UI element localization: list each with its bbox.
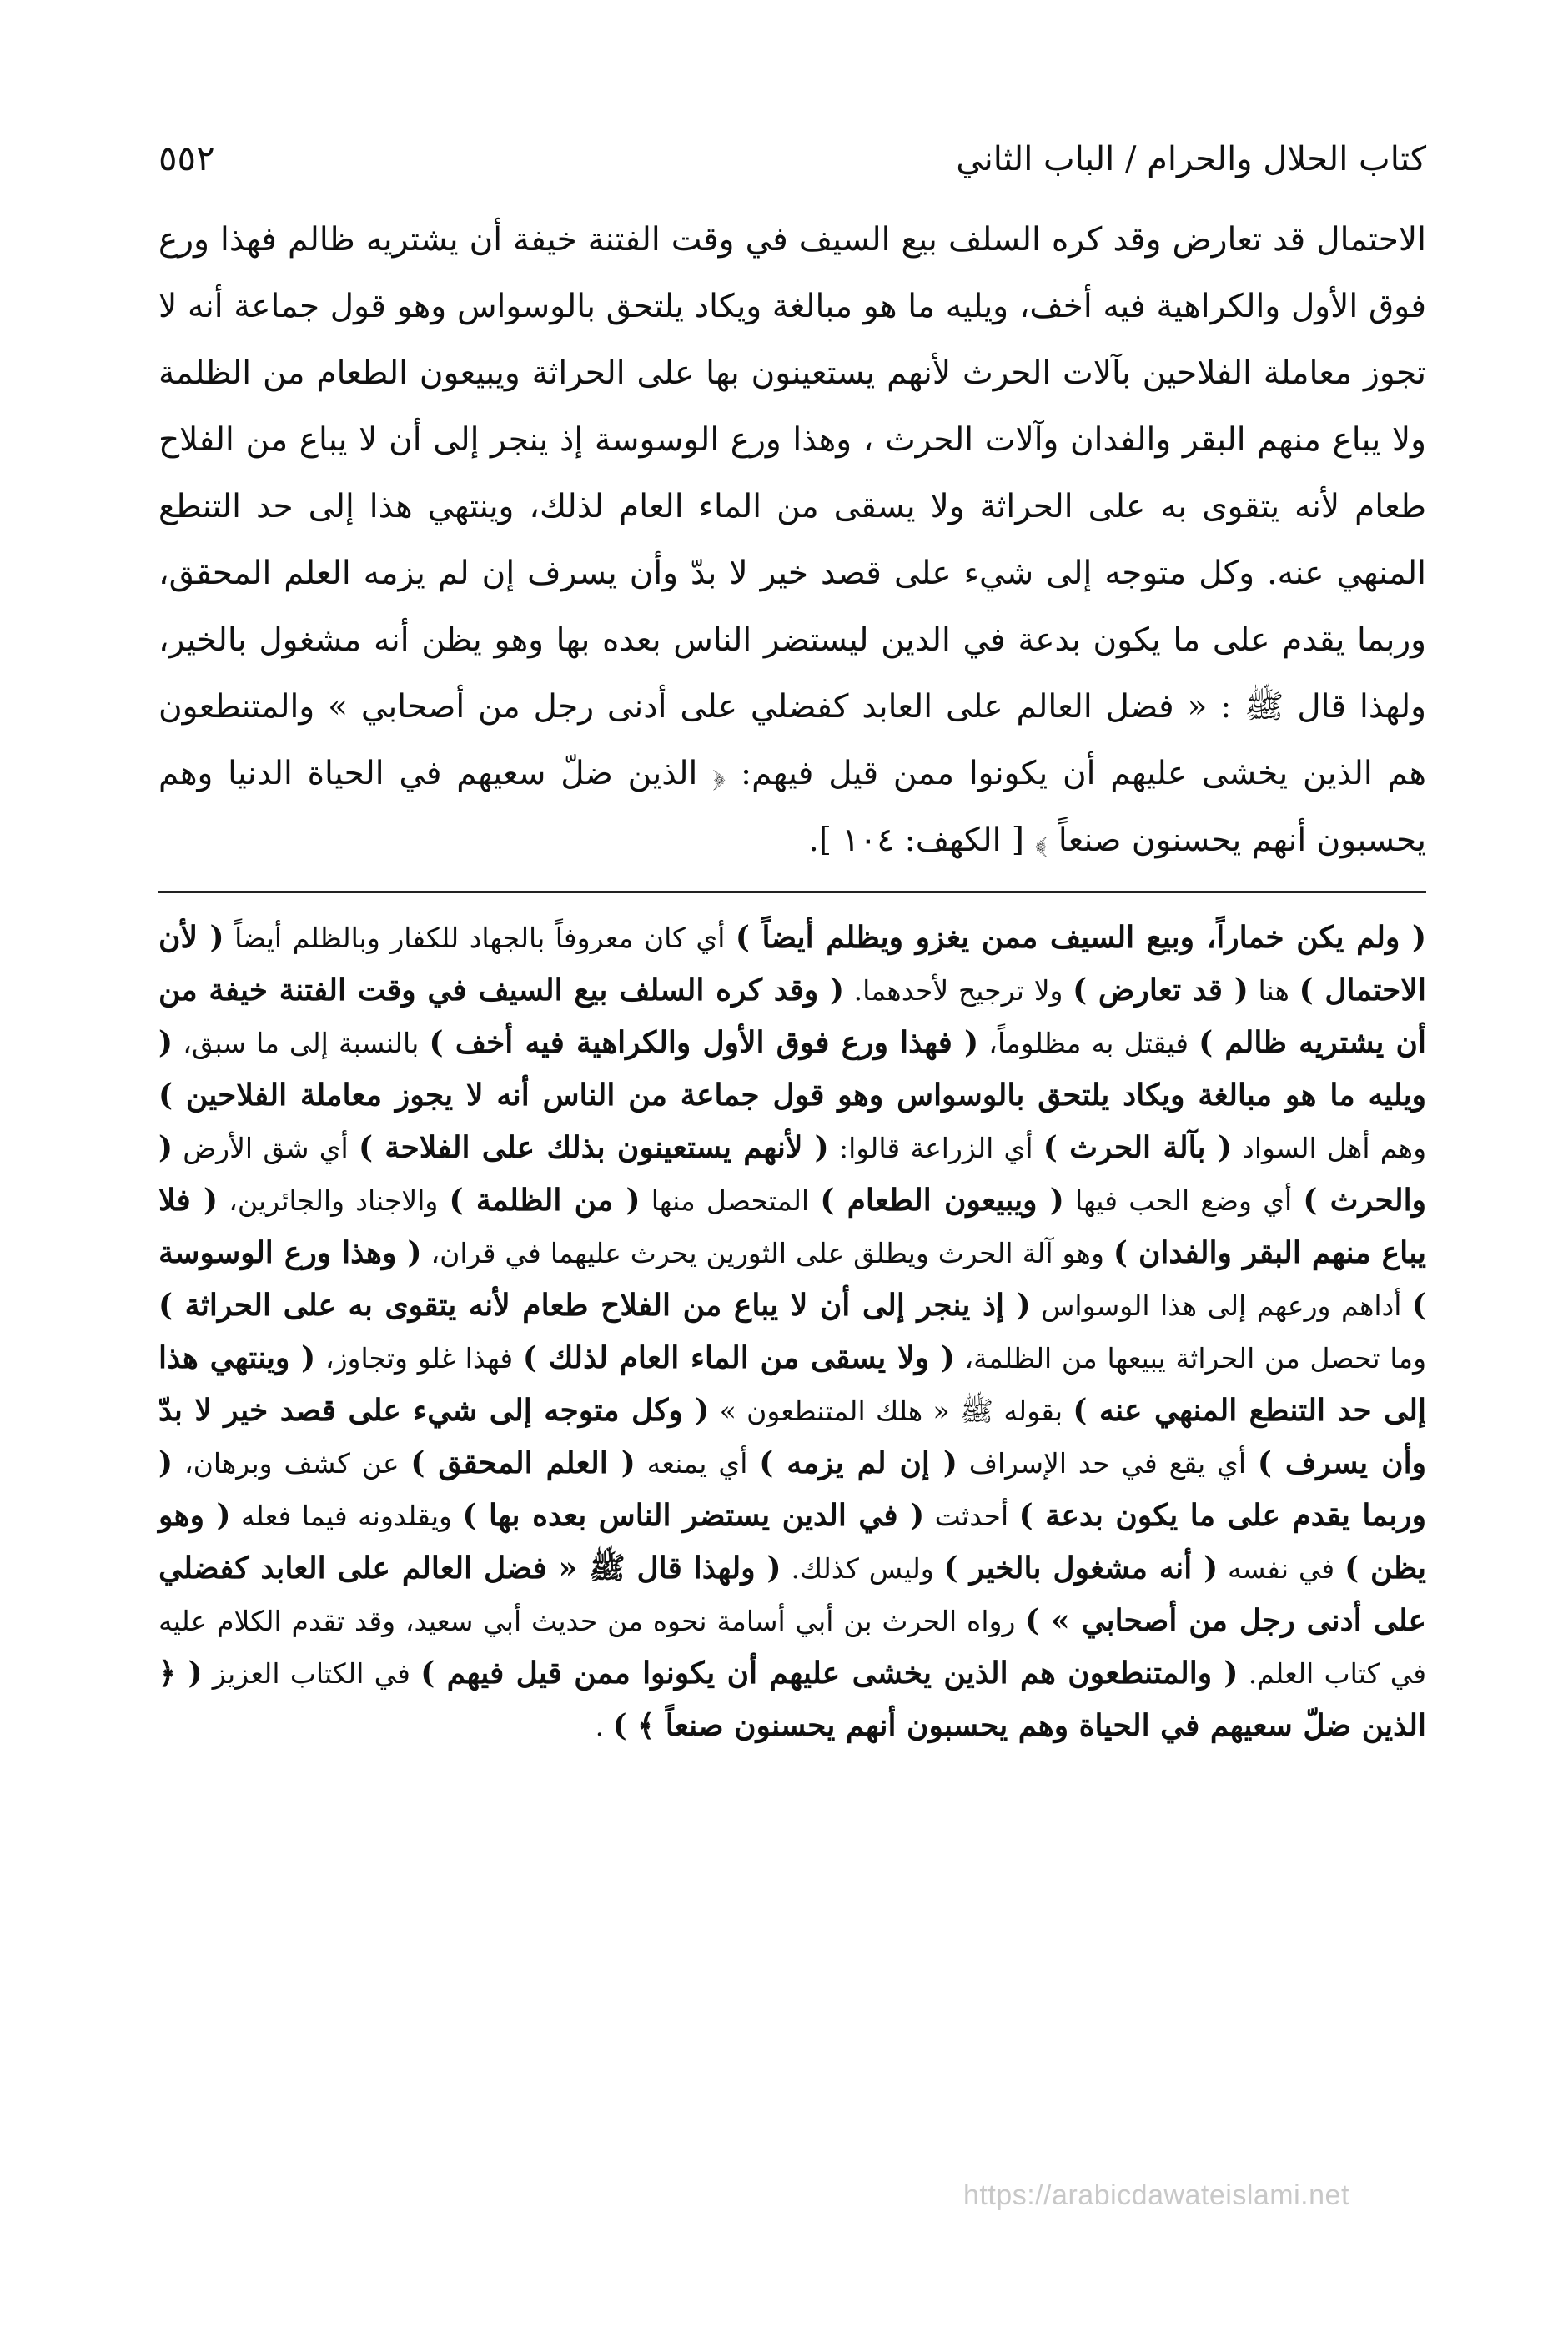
explanation-segment: فيقتل به مظلوماً،	[978, 1027, 1199, 1059]
quoted-segment: ( ويبيعون الطعام )	[820, 1183, 1064, 1218]
explanation-segment: أي كان معروفاً بالجهاد للكفار وبالظلم أيضاً	[224, 922, 736, 954]
main-text	[158, 207, 1426, 874]
explanation-segment: ويقلدونه فيما فعله	[230, 1500, 463, 1532]
explanation-segment: هنا	[1248, 974, 1299, 1007]
main-paragraph: الاحتمال قد تعارض وقد كره السلف بيع السيف في وقت الفتنة خيفة أن يشتريه ظالم فهذا ورع فوق الأول والكراهية فيه أخف، ويليه ما هو مبالغة ويكاد يلتحق بالوسواس وهو قول جماعة أنه لا تجوز معاملة الفلاحين بآلات الحرث لأنهم يستعينون بها على الحراثة ويبيعون الطعام من الظلمة ولا يباع منهم البقر والفدان وآلات الحرث ، وهذا ورع الوسوسة إذ ينجر إلى أن لا يباع من الفلاح طعام لأنه يتقوى به على الحراثة ولا يسقى من الماء العام لذلك، وينتهي هذا إلى حد التنطع المنهي عنه. وكل متوجه إلى شيء على قصد خير لا بدّ وأن يسرف إن لم يزمه العلم المحقق، وربما يقدم على ما يكون بدعة في الدين ليستضر الناس بعده بها وهو يظن أنه مشغول بالخير، ولهذا قال ﷺ : « فضل العالم على العابد كفضلي على أدنى رجل من أصحابي » والمتنطعون هم الذين يخشى عليهم أن يكونوا ممن قيل فيهم: ﴿ الذين ضلّ سعيهم في الحياة الدنيا وهم يحسبون أنهم يحسنون صنعاً ﴾ [ الكهف: ١٠٤ ].	[158, 221, 1426, 859]
running-title: كتاب الحلال والحرام / الباب الثاني	[956, 140, 1426, 178]
quoted-segment: ( وهو يظن )	[158, 1498, 1427, 1586]
footnote-divider	[158, 891, 1426, 893]
commentary	[158, 912, 1426, 1752]
explanation-segment: أي وضع الحب فيها	[1063, 1184, 1304, 1217]
explanation-segment: والاجناد والجائرين،	[217, 1184, 450, 1217]
quoted-segment: ( من الظلمة )	[449, 1183, 641, 1218]
explanation-segment: في الكتاب العزيز	[202, 1657, 421, 1690]
quoted-segment: ( قد تعارض )	[1073, 973, 1249, 1008]
quoted-segment: ( لأنهم يستعينون بذلك على الفلاحة )	[358, 1130, 829, 1165]
quoted-segment: ( ﴿ الذين ضلّ سعيهم في الحياة وهم يحسبون أنهم يحسنون صنعاً ﴾ )	[158, 1656, 1426, 1743]
quoted-segment: ( لأن الاحتمال )	[158, 920, 1426, 1008]
explanation-segment: في نفسه	[1218, 1552, 1345, 1585]
quoted-segment: ( فهذا ورع فوق الأول والكراهية فيه أخف )	[429, 1025, 979, 1060]
watermark-url: https://arabicdawateislami.net	[963, 2179, 1349, 2211]
explanation-segment: وهم أهل السواد	[1231, 1132, 1427, 1164]
explanation-segment: أداهم ورعهم إلى هذا الوسواس	[1030, 1289, 1412, 1322]
explanation-segment: عن كشف وبرهان،	[173, 1447, 411, 1480]
explanation-segment: المتحصل منها	[640, 1184, 821, 1217]
explanation-segment: أي شق الأرض	[173, 1132, 359, 1164]
book-page	[158, 117, 1426, 2252]
explanation-segment: أي يقع في حد الإسراف	[957, 1447, 1258, 1480]
explanation-segment: بقوله ﷺ « هلك المتنطعون »	[709, 1395, 1073, 1427]
quoted-segment: ( ويليه ما هو مبالغة ويكاد يلتحق بالوسواس وهو قول جماعة من الناس أنه لا يجوز معاملة الفلاحين )	[158, 1025, 1426, 1113]
explanation-segment: أحدثت	[924, 1500, 1019, 1532]
quoted-segment: ( إن لم يزمه )	[759, 1445, 957, 1480]
quoted-segment: ( إذ ينجر إلى أن لا يباع من الفلاح طعام لأنه يتقوى به على الحراثة )	[158, 1288, 1031, 1323]
quoted-segment: ( والمتنطعون هم الذين يخشى عليهم أن يكونوا ممن قيل فيهم )	[420, 1656, 1239, 1691]
quoted-segment: ( بآلة الحرث )	[1043, 1130, 1232, 1165]
commentary-paragraph	[158, 912, 1426, 1752]
explanation-segment: ولا ترجيح لأحدهما.	[843, 974, 1073, 1007]
explanation-segment: رواه الحرث بن أبي أسامة نحوه من حديث أبي سعيد، وقد تقدم الكلام عليه في كتاب العلم.	[158, 1605, 1426, 1690]
explanation-segment: بالنسبة إلى ما سبق،	[173, 1027, 430, 1059]
quoted-segment: ( وينتهي هذا إلى حد التنطع المنهي عنه )	[158, 1340, 1426, 1428]
quoted-segment: ( ولهذا قال ﷺ « فضل العالم على العابد كفضلي على أدنى رجل من أصحابي » )	[158, 1550, 1426, 1638]
quoted-segment: ( وهذا ورع الوسوسة )	[158, 1235, 1426, 1323]
explanation-segment: وهو آلة الحرث ويطلق على الثورين يحرث عليهما في قران،	[421, 1237, 1113, 1269]
explanation-segment: وليس كذلك.	[781, 1552, 944, 1585]
quoted-segment: ( فلا يباع منهم البقر والفدان )	[158, 1183, 1426, 1270]
explanation-segment: أي يمنعه	[635, 1447, 760, 1480]
quoted-segment: ( في الدين يستضر الناس بعده بها )	[462, 1498, 925, 1533]
explanation-segment: أي الزراعة قالوا:	[828, 1132, 1043, 1164]
explanation-segment: .	[595, 1710, 613, 1742]
quoted-segment: ( والحرث )	[158, 1130, 1426, 1218]
quoted-segment: ( وقد كره السلف بيع السيف في وقت الفتنة خيفة من أن يشتريه ظالم )	[158, 973, 1426, 1060]
page-number: ٥٥٢	[158, 138, 215, 178]
quoted-segment: ( وكل متوجه إلى شيء على قصد خير لا بدّ وأن يسرف )	[158, 1393, 1426, 1480]
quoted-segment: ( ولا يسقى من الماء العام لذلك )	[522, 1340, 955, 1375]
quoted-segment: ( العلم المحقق )	[410, 1445, 636, 1480]
quoted-segment: ( وربما يقدم على ما يكون بدعة )	[158, 1445, 1426, 1533]
explanation-segment: فهذا غلو وتجاوز،	[315, 1342, 523, 1375]
page-header	[158, 117, 1426, 178]
quoted-segment: ( أنه مشغول بالخير )	[943, 1550, 1219, 1586]
explanation-segment: وما تحصل من الحراثة يبيعها من الظلمة،	[954, 1342, 1427, 1375]
quoted-segment: ( ولم يكن خماراً، وبيع السيف ممن يغزو ويظلم أيضاً )	[735, 920, 1426, 955]
